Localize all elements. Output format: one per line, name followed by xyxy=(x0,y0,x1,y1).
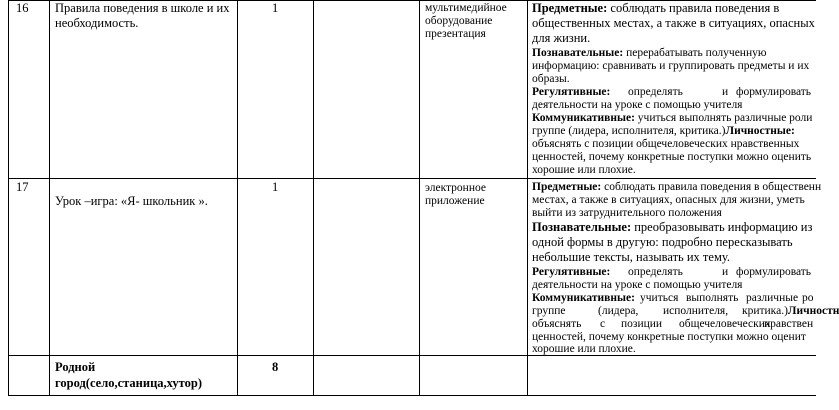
column-border-resources xyxy=(527,0,528,396)
outcome-text: с xyxy=(600,318,606,330)
section-title-line: город(село,станица,хутор) xyxy=(55,376,203,390)
lesson-hours: 1 xyxy=(272,180,279,194)
section-title-line: Родной xyxy=(55,360,96,374)
lesson-title-line: Правила поведения в школе и их xyxy=(55,1,230,15)
outcome-text: нравствен xyxy=(764,318,814,330)
lesson-hours: 1 xyxy=(272,1,279,15)
outcome-text: одной формы в другую: подробно пересказывать xyxy=(532,235,793,249)
outcome-text: хорошие или плохие. xyxy=(532,164,636,176)
outcome-text: группе xyxy=(532,305,566,317)
outcome-label-cognitive: Познавательные: xyxy=(532,220,632,234)
outcome-text: и xyxy=(722,86,729,98)
outcome-text: соблюдать правила поведения в xyxy=(607,1,780,15)
outcome-text: ценностей, почему конкретные поступки можно оценит xyxy=(532,331,806,343)
outcome-text: учиться xyxy=(640,292,679,304)
outcome-label-subject: Предметные: xyxy=(532,181,602,193)
outcome-text: различные xyxy=(746,292,799,304)
outcome-text: определять xyxy=(628,86,683,98)
section-hours: 8 xyxy=(272,360,279,374)
table-border-bottom xyxy=(8,395,816,396)
outcome-text: определять xyxy=(628,266,683,278)
column-border-title xyxy=(237,0,238,396)
outcome-text: позиции xyxy=(621,318,663,330)
outcome-text: местах, а также в ситуациях, опасных для жизни, уметь xyxy=(532,194,805,206)
lesson-resources-line: приложение xyxy=(425,195,485,207)
outcome-label-regulatory: Регулятивные: xyxy=(532,266,611,278)
column-border-num xyxy=(49,0,50,396)
outcome-label-communicative: Коммуникативные: xyxy=(532,292,635,304)
outcome-text: ро xyxy=(802,292,814,304)
column-border-blank xyxy=(419,0,420,396)
outcome-text: (лидера, xyxy=(598,305,639,317)
outcome-label-subject: Предметные: xyxy=(532,1,608,15)
outcome-label-personal: Личностн xyxy=(787,305,839,317)
outcome-label-communicative: Коммуникативные: xyxy=(532,112,635,124)
column-border-left xyxy=(8,0,9,396)
outcome-text: формулировать xyxy=(736,266,812,278)
outcome-label-regulatory: Регулятивные: xyxy=(532,86,611,98)
outcome-text: преобразовывать информацию из xyxy=(631,220,813,234)
lesson-resources-line: оборудование xyxy=(425,15,493,27)
lesson-resources-line: мультимедийное xyxy=(425,2,507,14)
outcome-text: учиться выполнять различные роли xyxy=(634,112,813,124)
outcome-text: критика.) xyxy=(742,305,788,317)
row-divider-16-17 xyxy=(8,178,816,179)
outcome-text: выполнять xyxy=(686,292,739,304)
outcome-text: объяснять xyxy=(532,318,582,330)
outcome-text: группе (лидера, исполнителя, критика.) xyxy=(532,125,726,137)
outcome-text: формулировать xyxy=(736,86,812,98)
outcome-text: деятельности на уроке с помощью учителя xyxy=(532,99,743,111)
outcome-text: деятельности на уроке с помощью учителя xyxy=(532,279,743,291)
lesson-number: 16 xyxy=(16,1,29,15)
outcome-text: выйти из затруднительного положения xyxy=(532,207,722,219)
outcome-text: образы. xyxy=(532,73,570,85)
outcome-label-cognitive: Познавательные: xyxy=(532,47,624,59)
outcome-text: объяснять с позиции общечеловеческих нравственных xyxy=(532,138,800,150)
outcome-text: для жизни. xyxy=(532,31,591,45)
lesson-number: 17 xyxy=(16,180,29,194)
lesson-resources-line: электронное xyxy=(425,182,486,194)
outcome-text: ценностей, почему конкретные поступки можно оценить xyxy=(532,151,812,163)
outcome-text: небольшие тексты, называть их тему. xyxy=(532,250,730,264)
outcome-text: хорошие или плохие. xyxy=(532,343,636,355)
outcome-text: исполнителя, xyxy=(663,305,729,317)
outcome-text: общечеловеческих xyxy=(679,318,771,330)
lesson-resources-line: презентация xyxy=(425,28,486,40)
outcome-text: информацию: сравнивать и группировать предметы и их xyxy=(532,60,810,72)
outcome-label-personal: Личностные: xyxy=(725,125,795,137)
outcome-text: общественных местах, а также в ситуациях, опасных xyxy=(532,16,815,30)
outcome-text: соблюдать правила поведения в общественн xyxy=(601,181,822,193)
column-border-hours xyxy=(313,0,314,396)
outcome-text: перерабатывать полученную xyxy=(623,47,767,59)
row-divider-17-18 xyxy=(8,355,816,356)
lesson-title-line: необходимость. xyxy=(55,16,139,30)
lesson-title-line: Урок –игра: «Я- школьник ». xyxy=(55,194,208,208)
outcome-text: и xyxy=(722,266,729,278)
